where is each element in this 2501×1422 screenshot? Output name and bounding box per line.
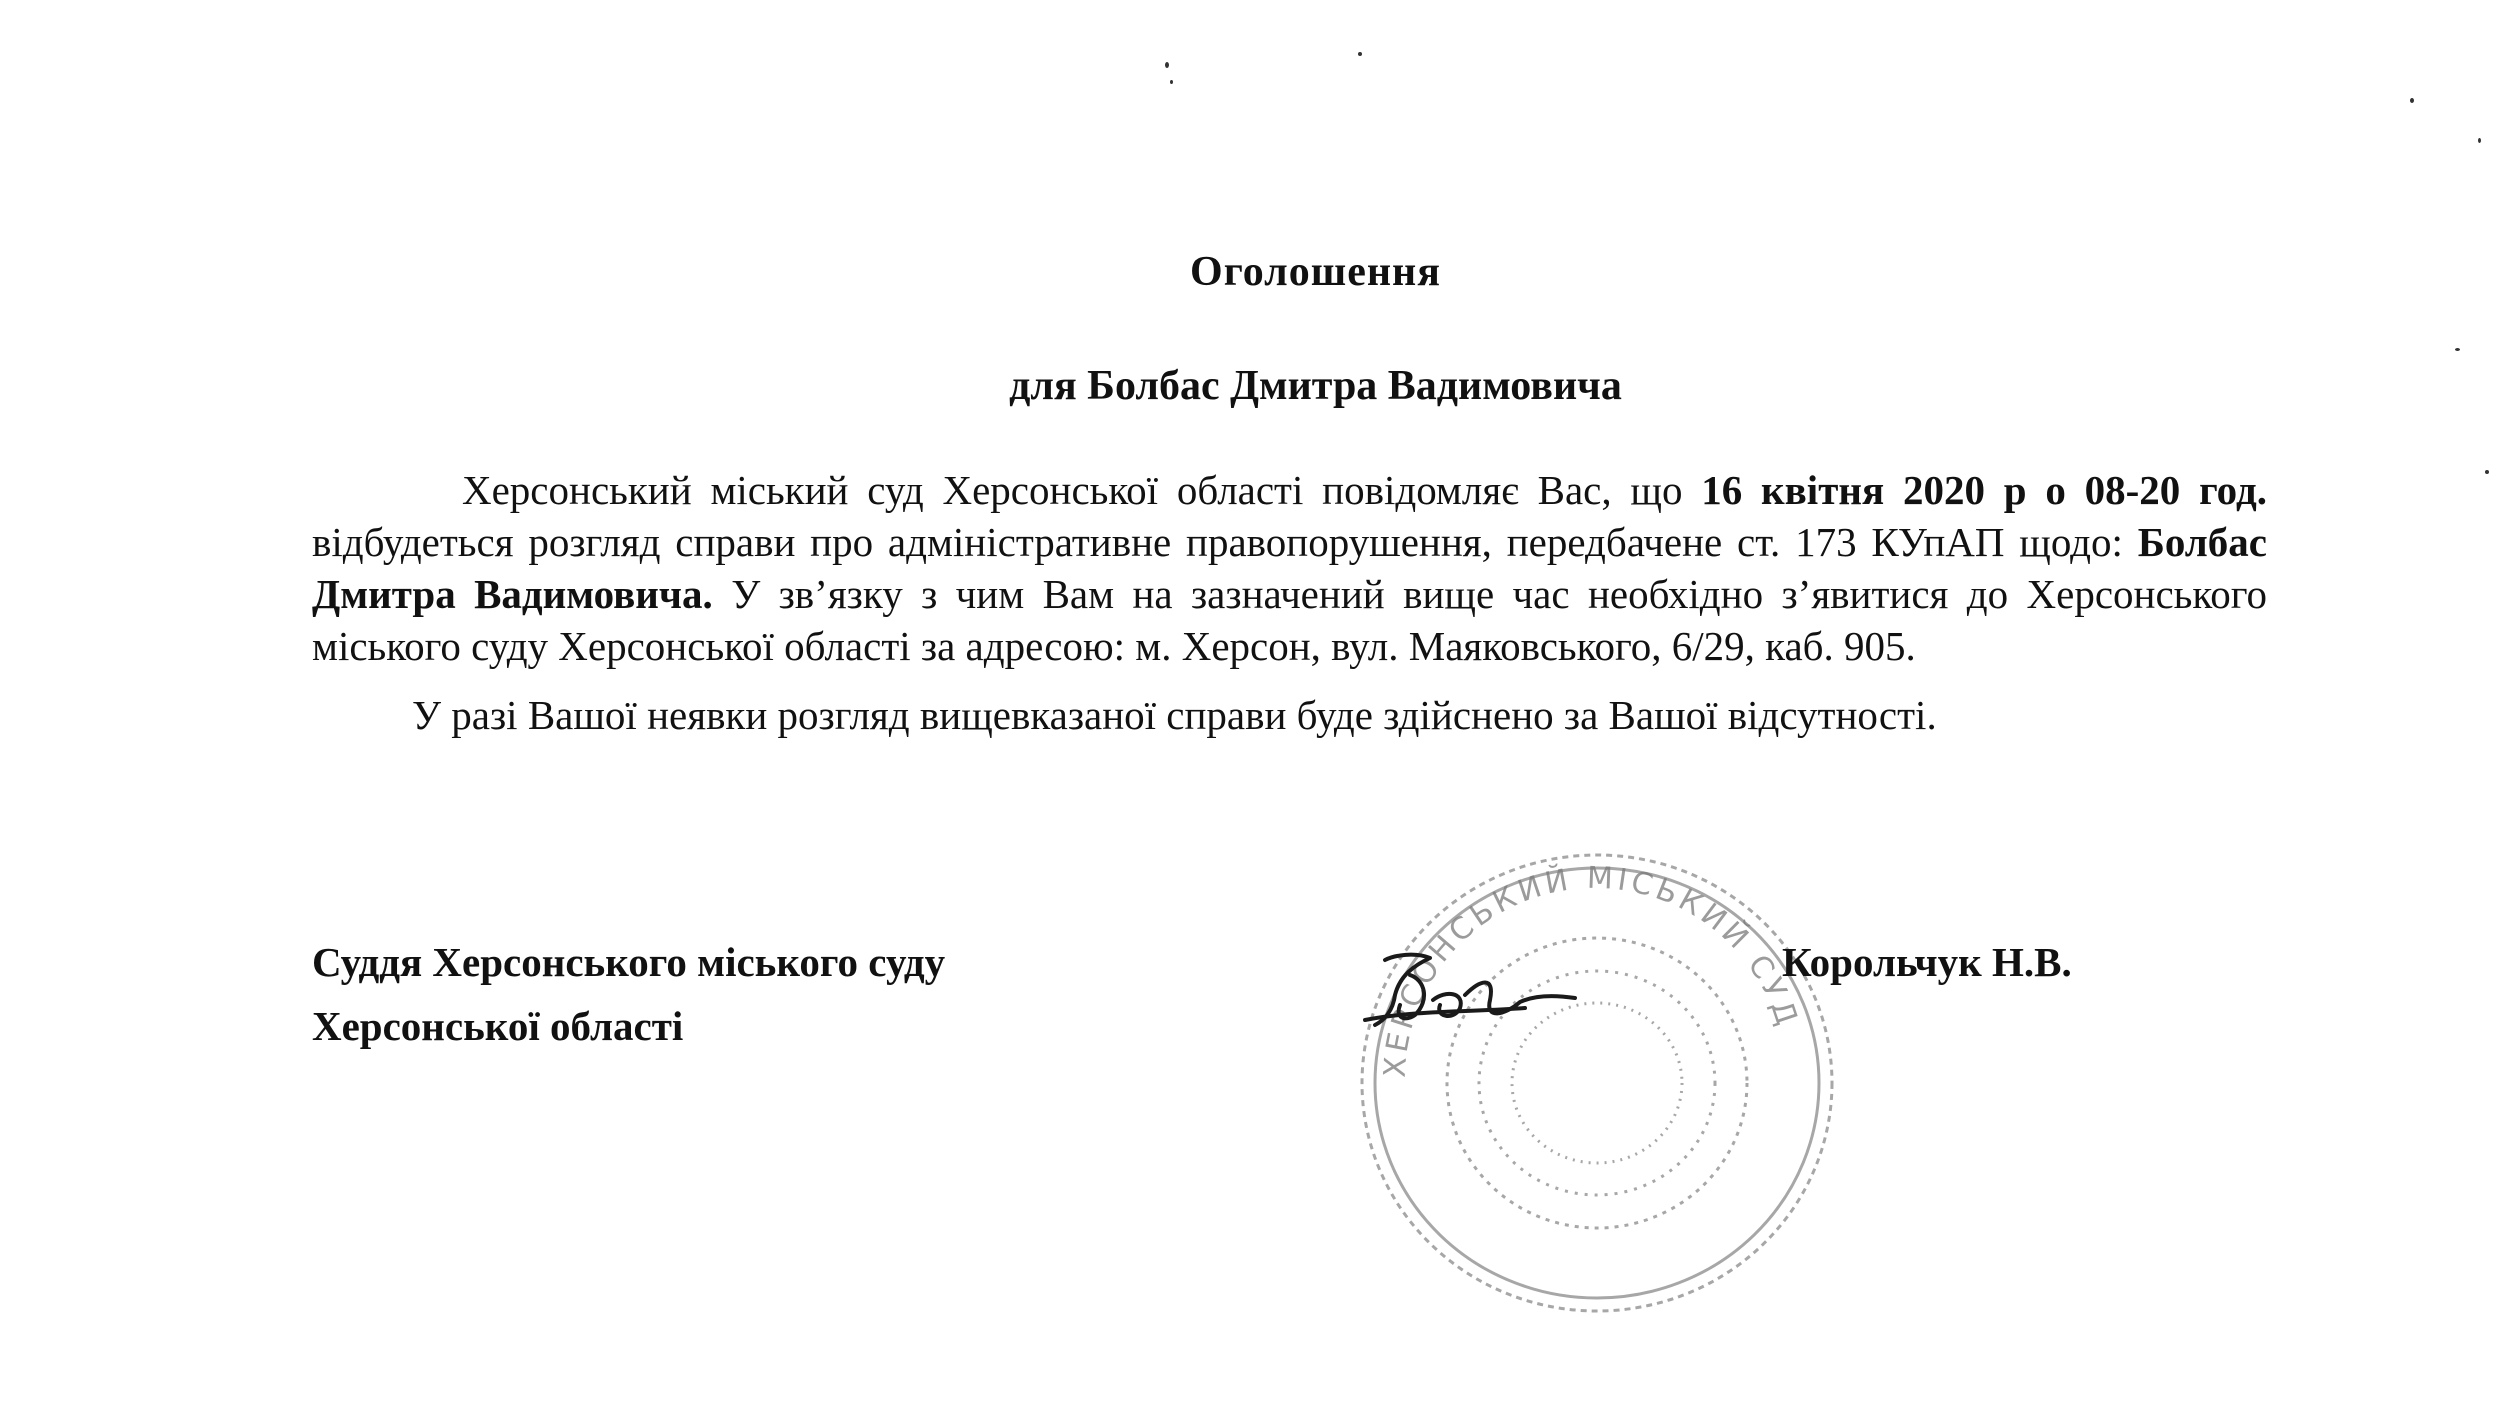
- notice-text-part1: Херсонський міський суд Херсонської області повідомляє Вас, що: [462, 467, 1702, 513]
- judge-name: Корольчук Н.В.: [1782, 939, 2072, 985]
- document-title: Оголошення: [1190, 249, 1441, 295]
- scan-speck: [2478, 138, 2481, 143]
- scan-speck: [2485, 470, 2489, 474]
- notice-text-part3: У зв’язку з чим Вам на зазначений вище час необхідно з’явитися до Херсонського міського суду Херсонської області за адресою: м. Херсон, вул. Маяковського, 6/29, каб. 905.: [312, 571, 2267, 669]
- court-stamp: [1335, 828, 1855, 1328]
- stamp-text: ХЕРСОНСЬКИЙ МІСЬКИЙ СУД: [1377, 860, 1806, 1079]
- scan-speck: [1170, 80, 1173, 84]
- notice-text-part2: відбудеться розгляд справи про адміністративне правопорушення, передбачене ст. 173 КУпАП щодо:: [312, 519, 2138, 565]
- document-recipient: для Болбас Дмитра Вадимовича: [1009, 363, 1622, 409]
- judge-position-line2: Херсонської області: [312, 1003, 684, 1049]
- judge-position-line1: Суддя Херсонського міського суду: [312, 939, 946, 985]
- scan-speck: [2410, 98, 2414, 103]
- hearing-date: 16 квітня 2020 р о 08-20 год.: [1701, 467, 2267, 513]
- absence-paragraph: У разі Вашої неявки розгляд вищевказаної справи буде здійснено за Вашої відсутності.: [412, 692, 1937, 738]
- notice-paragraph: [312, 464, 2267, 672]
- judge-position: [312, 930, 945, 1058]
- handwritten-signature: [1355, 940, 1585, 1050]
- scan-speck: [2455, 348, 2460, 351]
- document-body: [312, 464, 2267, 748]
- scan-speck: [1358, 52, 1362, 56]
- scan-speck: [1165, 62, 1169, 68]
- defendant-name: Болбас Дмитра Вадимовича.: [312, 519, 2267, 617]
